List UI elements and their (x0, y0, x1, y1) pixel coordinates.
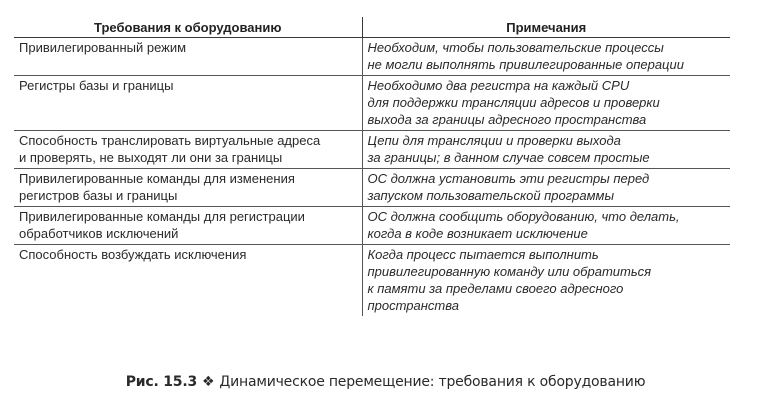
note-text-line: Необходимо два регистра на каждый CPU (367, 78, 630, 93)
table-row (14, 169, 730, 207)
note-text-line: ОС должна установить эти регистры перед (367, 171, 650, 186)
requirement-cell (14, 169, 362, 207)
table-header-row (14, 17, 730, 38)
header-notes: Примечания (362, 17, 730, 38)
caption-separator-icon: ❖ (202, 374, 215, 390)
note-text-line: не могли выполнять привилегированные операции (367, 57, 684, 72)
requirement-cell (14, 76, 362, 131)
note-cell (362, 207, 730, 245)
note-text-line: когда в коде возникает исключение (367, 226, 588, 241)
requirement-cell (14, 38, 362, 76)
hardware-requirements-table (14, 17, 730, 316)
requirement-text-line: и проверять, не выходят ли они за границы (19, 150, 283, 165)
note-text-line: Необходим, чтобы пользовательские процессы (367, 40, 664, 55)
table-body (14, 38, 730, 317)
table-row (14, 207, 730, 245)
note-text-line: к памяти за пределами своего адресного (367, 281, 624, 296)
note-cell (362, 245, 730, 317)
requirement-text-line: регистров базы и границы (19, 188, 178, 203)
note-cell (362, 169, 730, 207)
table-row (14, 38, 730, 76)
note-text-line: для поддержки трансляции адресов и проверки (367, 95, 660, 110)
note-text-line: выхода за границы адресного пространства (367, 112, 647, 127)
note-cell (362, 76, 730, 131)
note-text-line: привилегированную команду или обратиться (367, 264, 652, 279)
requirement-text-line: обработчиков исключений (19, 226, 179, 241)
caption-text: Динамическое перемещение: требования к оборудованию (219, 374, 646, 390)
table-row (14, 76, 730, 131)
figure-number: Рис. 15.3 (125, 374, 197, 390)
requirement-text-line: Привилегированные команды для изменения (19, 171, 295, 186)
note-cell (362, 131, 730, 169)
requirement-text-line: Способность транслировать виртуальные адреса (19, 133, 321, 148)
figure-caption (0, 374, 771, 390)
note-text-line: Цепи для трансляции и проверки выхода (367, 133, 621, 148)
table-row (14, 245, 730, 317)
table-row (14, 131, 730, 169)
requirement-cell (14, 131, 362, 169)
note-text-line: ОС должна сообщить оборудованию, что делать, (367, 209, 680, 224)
requirement-cell (14, 207, 362, 245)
header-requirements: Требования к оборудованию (14, 17, 362, 38)
note-text-line: Когда процесс пытается выполнить (367, 247, 599, 262)
requirement-text-line: Привилегированный режим (19, 40, 187, 55)
requirement-text-line: Регистры базы и границы (19, 78, 174, 93)
requirement-cell (14, 245, 362, 317)
requirement-text-line: Способность возбуждать исключения (19, 247, 247, 262)
note-text-line: запуском пользовательской программы (367, 188, 615, 203)
note-text-line: за границы; в данном случае совсем простые (367, 150, 650, 165)
note-text-line: пространства (367, 298, 459, 313)
requirement-text-line: Привилегированные команды для регистрации (19, 209, 305, 224)
note-cell (362, 38, 730, 76)
